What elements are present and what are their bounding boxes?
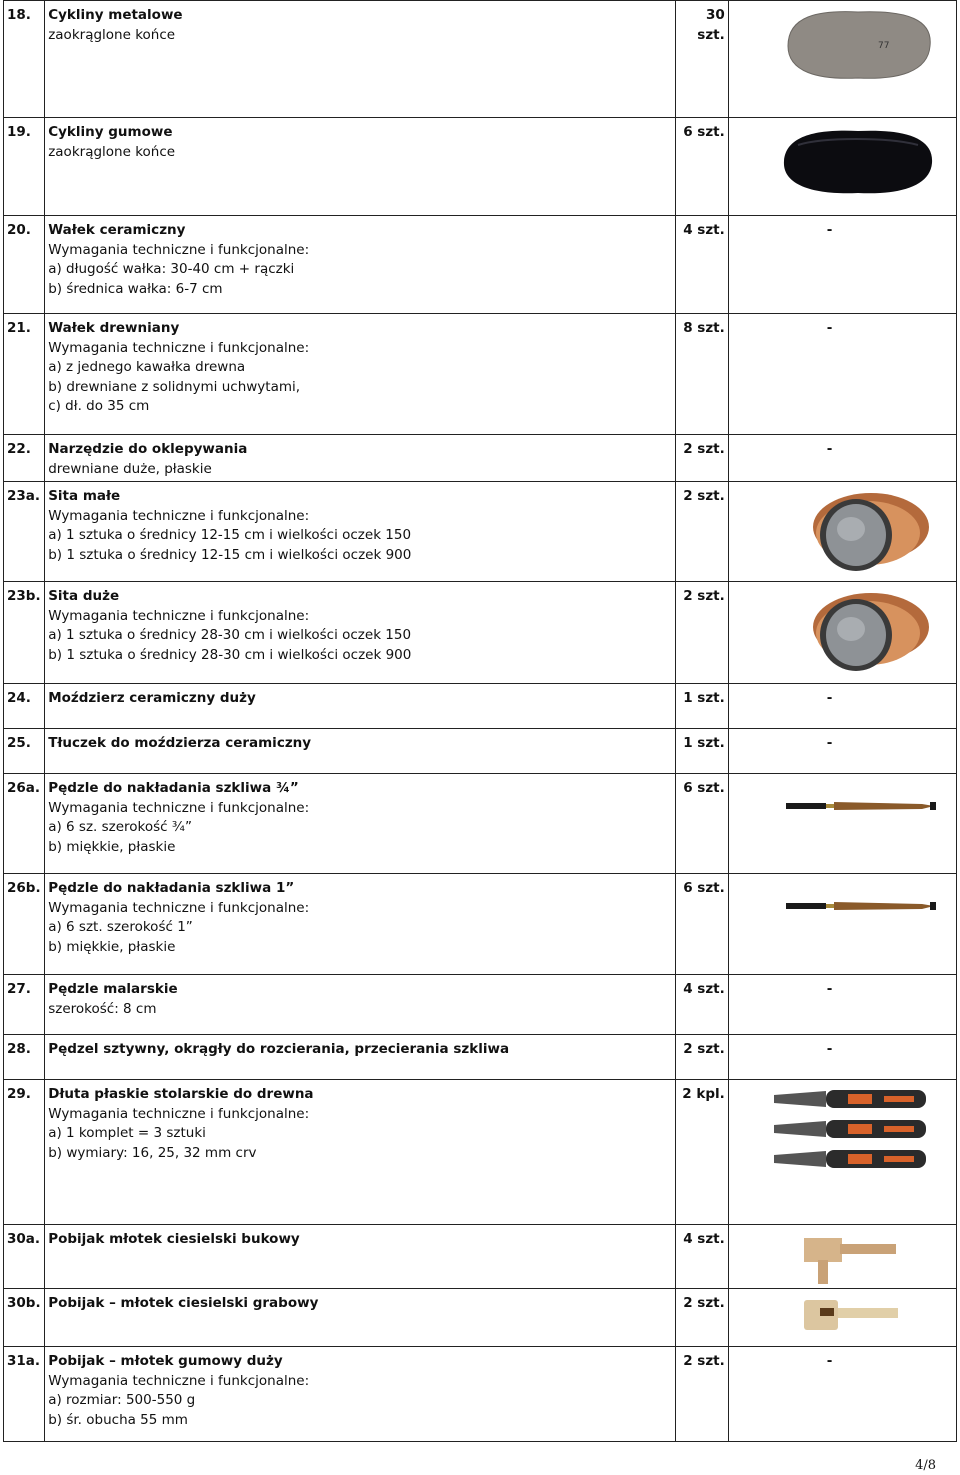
item-number: 19. [4, 118, 45, 216]
item-quantity: 2 szt. [675, 435, 728, 482]
item-title: Dłuta płaskie stolarskie do drewna [48, 1086, 314, 1102]
item-description [45, 1289, 675, 1347]
item-description [45, 1347, 675, 1442]
metal-scraper-image [778, 6, 938, 86]
no-image-dash: - [826, 441, 833, 457]
item-requirement: Wymagania techniczne i funkcjonalne: [48, 1372, 310, 1389]
item-requirement: b) miękkie, płaskie [48, 938, 176, 955]
item-requirement: Wymagania techniczne i funkcjonalne: [48, 607, 310, 624]
item-requirement: Wymagania techniczne i funkcjonalne: [48, 339, 310, 356]
item-quantity: 4 szt. [675, 1225, 728, 1289]
item-quantity: 6 szt. [675, 118, 728, 216]
item-title: Cykliny gumowe [48, 124, 173, 140]
item-image-cell [728, 774, 956, 874]
item-description [45, 435, 675, 482]
item-quantity: 2 szt. [675, 482, 728, 582]
item-number: 23b. [4, 582, 45, 684]
item-title: Pobijak młotek ciesielski bukowy [48, 1231, 300, 1247]
item-image-cell [728, 1289, 956, 1347]
item-quantity: 6 szt. [675, 874, 728, 975]
item-number: 30b. [4, 1289, 45, 1347]
table-row [4, 582, 957, 684]
item-requirement: a) 1 sztuka o średnicy 12-15 cm i wielkości oczek 150 [48, 527, 412, 544]
no-image-dash: - [826, 320, 833, 336]
table-row [4, 1080, 957, 1225]
item-requirement: Wymagania techniczne i funkcjonalne: [48, 899, 310, 916]
table-row [4, 314, 957, 435]
item-image-cell [728, 482, 956, 582]
item-title: Narzędzie do oklepywania [48, 441, 248, 457]
item-number: 26a. [4, 774, 45, 874]
item-title: Moździerz ceramiczny duży [48, 690, 256, 706]
table-row [4, 1289, 957, 1347]
item-requirement: a) 6 szt. szerokość 1” [48, 919, 193, 936]
item-number: 20. [4, 216, 45, 314]
sieve-image [796, 587, 936, 677]
item-quantity: 1 szt. [675, 684, 728, 729]
item-number: 27. [4, 975, 45, 1035]
item-number: 24. [4, 684, 45, 729]
item-quantity: 2 szt. [675, 1289, 728, 1347]
table-row [4, 1, 957, 118]
item-number: 26b. [4, 874, 45, 975]
item-image-cell [728, 118, 956, 216]
no-image-dash: - [826, 735, 833, 751]
item-quantity: 30 szt. [675, 1, 728, 118]
item-requirement: a) długość wałka: 30-40 cm + rączki [48, 261, 295, 278]
item-quantity: 2 szt. [675, 1035, 728, 1080]
item-image-cell [728, 1225, 956, 1289]
item-image-cell [728, 582, 956, 684]
scraper-number: 77 [877, 41, 890, 51]
table-row [4, 684, 957, 729]
item-description [45, 482, 675, 582]
item-image-cell [728, 975, 956, 1035]
item-requirement: a) 1 sztuka o średnicy 28-30 cm i wielkości oczek 150 [48, 627, 412, 644]
item-description [45, 314, 675, 435]
table-row [4, 1347, 957, 1442]
item-quantity: 8 szt. [675, 314, 728, 435]
item-number: 28. [4, 1035, 45, 1080]
item-requirement: a) 1 komplet = 3 sztuki [48, 1125, 206, 1142]
no-image-dash: - [826, 1041, 833, 1057]
item-requirement: b) 1 sztuka o średnicy 28-30 cm i wielkości oczek 900 [48, 646, 412, 663]
item-description [45, 975, 675, 1035]
item-requirement: a) rozmiar: 500-550 g [48, 1392, 196, 1409]
item-description [45, 1035, 675, 1080]
item-title: Pędzle malarskie [48, 981, 178, 997]
item-quantity: 4 szt. [675, 216, 728, 314]
table-row [4, 1225, 957, 1289]
item-image-cell [728, 1035, 956, 1080]
item-requirement: Wymagania techniczne i funkcjonalne: [48, 507, 310, 524]
brush-image [782, 893, 942, 917]
no-image-dash: - [826, 981, 833, 997]
page-number: 4/8 [915, 1458, 936, 1473]
item-quantity: 6 szt. [675, 774, 728, 874]
item-quantity: 1 szt. [675, 729, 728, 774]
item-requirement: Wymagania techniczne i funkcjonalne: [48, 1105, 310, 1122]
item-description [45, 118, 675, 216]
table-row [4, 774, 957, 874]
no-image-dash: - [826, 222, 833, 238]
item-title: Wałek drewniany [48, 320, 180, 336]
item-number: 31a. [4, 1347, 45, 1442]
item-requirement: b) śr. obucha 55 mm [48, 1411, 188, 1428]
item-number: 22. [4, 435, 45, 482]
item-title: Pobijak – młotek gumowy duży [48, 1353, 283, 1369]
item-title: Cykliny metalowe [48, 7, 183, 23]
rubber-scraper-image [778, 123, 938, 203]
item-description [45, 582, 675, 684]
item-requirement: b) średnica wałka: 6-7 cm [48, 280, 223, 297]
item-number: 18. [4, 1, 45, 118]
item-image-cell [728, 1080, 956, 1225]
item-title: Pędzle do nakładania szkliwa ¾” [48, 780, 299, 796]
spec-table [3, 0, 957, 1442]
item-image-cell [728, 1347, 956, 1442]
chisels-image [768, 1085, 938, 1205]
item-title: Sita małe [48, 488, 121, 504]
item-requirement: b) miękkie, płaskie [48, 838, 176, 855]
item-number: 21. [4, 314, 45, 435]
item-title: Sita duże [48, 588, 120, 604]
sieve-image [796, 487, 936, 577]
item-description [45, 774, 675, 874]
item-requirement: drewniane duże, płaskie [48, 460, 212, 477]
item-description [45, 1, 675, 118]
item-requirement: a) 6 sz. szerokość ¾” [48, 819, 192, 836]
item-quantity: 4 szt. [675, 975, 728, 1035]
table-row [4, 435, 957, 482]
item-title: Tłuczek do moździerza ceramiczny [48, 735, 312, 751]
table-row [4, 975, 957, 1035]
item-quantity: 2 szt. [675, 582, 728, 684]
item-number: 25. [4, 729, 45, 774]
item-requirement: zaokrąglone końce [48, 26, 176, 43]
item-number: 30a. [4, 1225, 45, 1289]
item-image-cell [728, 729, 956, 774]
item-image-cell [728, 874, 956, 975]
item-title: Wałek ceramiczny [48, 222, 186, 238]
item-title: Pędzle do nakładania szkliwa 1” [48, 880, 295, 896]
item-quantity: 2 szt. [675, 1347, 728, 1442]
item-requirement: b) 1 sztuka o średnicy 12-15 cm i wielkości oczek 900 [48, 546, 412, 563]
item-requirement: b) drewniane z solidnymi uchwytami, [48, 378, 301, 395]
item-requirement: b) wymiary: 16, 25, 32 mm crv [48, 1144, 257, 1161]
mallet-beech-image [796, 1230, 916, 1286]
item-title: Pędzel sztywny, okrągły do rozcierania, przecierania szkliwa [48, 1041, 510, 1057]
item-description [45, 684, 675, 729]
item-image-cell [728, 435, 956, 482]
item-image-cell [728, 314, 956, 435]
no-image-dash: - [826, 690, 833, 706]
table-row [4, 874, 957, 975]
item-number: 23a. [4, 482, 45, 582]
brush-image [782, 793, 942, 817]
item-description [45, 1225, 675, 1289]
item-description [45, 216, 675, 314]
table-row [4, 1035, 957, 1080]
no-image-dash: - [826, 1353, 833, 1369]
item-image-cell [728, 1, 956, 118]
item-image-cell [728, 216, 956, 314]
item-requirement: Wymagania techniczne i funkcjonalne: [48, 799, 310, 816]
table-row [4, 482, 957, 582]
table-row [4, 216, 957, 314]
item-description [45, 874, 675, 975]
item-title: Pobijak – młotek ciesielski grabowy [48, 1295, 319, 1311]
item-requirement: Wymagania techniczne i funkcjonalne: [48, 241, 310, 258]
table-row [4, 118, 957, 216]
item-number: 29. [4, 1080, 45, 1225]
item-image-cell [728, 684, 956, 729]
item-requirement: szerokość: 8 cm [48, 1000, 157, 1017]
item-description [45, 1080, 675, 1225]
item-quantity: 2 kpl. [675, 1080, 728, 1225]
item-requirement: zaokrąglone końce [48, 143, 176, 160]
item-requirement: c) dł. do 35 cm [48, 398, 150, 415]
mallet-hornbeam-image [796, 1294, 916, 1346]
item-description [45, 729, 675, 774]
item-requirement: a) z jednego kawałka drewna [48, 359, 246, 376]
table-row [4, 729, 957, 774]
